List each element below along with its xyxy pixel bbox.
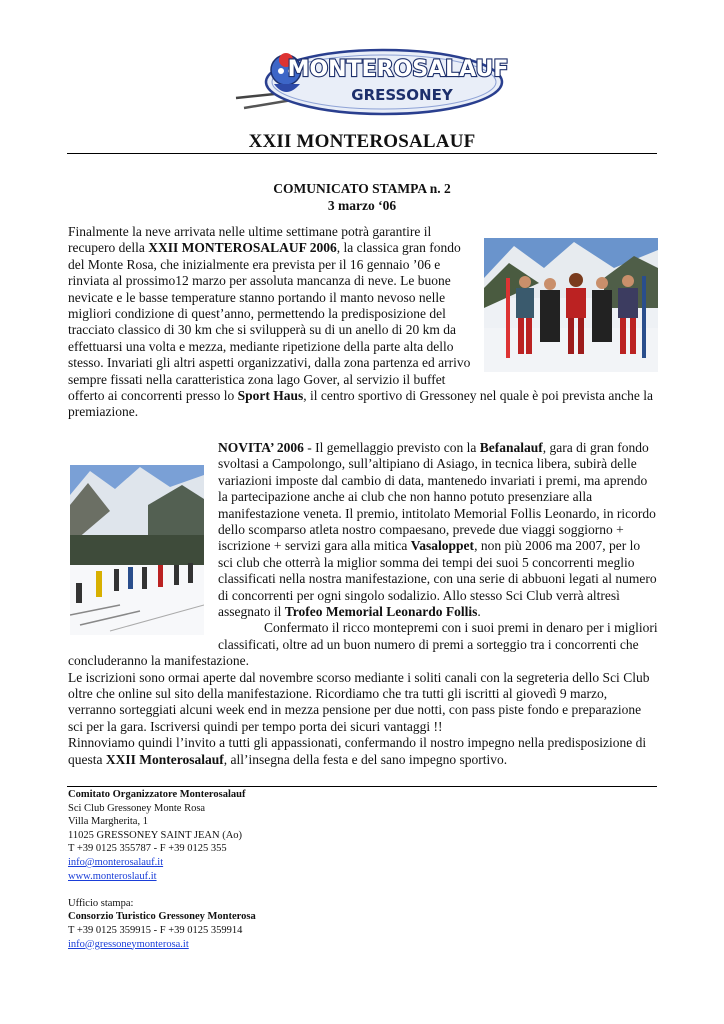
monterosalauf-logo [234, 40, 510, 118]
press-office-label: Ufficio stampa: [68, 897, 134, 909]
paragraph-1: Finalmente la neve arrivata nelle ultime settimane potrà garantire il recupero della XXII MONTEROSALAUF 2006, la classica gran fondo del Monte Rosa, che inizialmente era prevista per il 16 gennaio ’06 e rinviata al prossimo12 marzo per assoluta mancanza di neve. Le buone nevicate e le basse temperature stanno portando il manto nevoso nelle migliori condizione di quest’anno, permettendo la predisposizione del tracciato classico di 30 km che si svilupperà su di un anello di 20 km da effettuarsi una volta e mezza, mediante ripetizione della parte alta dello stesso. Invariati gli altri aspetti organizzativi, dalla zona partenza ed arrivo sempre fissati nella caratteristica zona lago Gover, al servizio il buffet offerto ai concorrenti presso lo Sport Haus, il centro sportivo di Gressoney nel quale è poi prevista anche la premiazione. [68, 224, 654, 420]
organizer-title: Comitato Organizzatore Monterosalauf [68, 789, 246, 800]
organizer-website-link[interactable]: www.monteroslauf.it [68, 870, 157, 882]
paragraph-4: Le iscrizioni sono ormai aperte dal novembre scorso mediante i soliti canali con la segreteria dello Sci Club oltre che online sul sito della manifestazione. Ricordiamo che tra tutti gli iscritti al giovedì 9 marzo, verranno sorteggiati alcuni week end in mezza pensione per due notti, con pass piste fondo e preparazione sci per la gara. Iscriversi quindi per tempo porta dei sicuri vantaggi !! [68, 669, 650, 734]
costume-skiers-photo [484, 238, 658, 372]
paragraph-3: Confermato il ricco montepremi con i suoi premi in denaro per i migliori classificati, oltre ad un buon numero di premi a sorteggio tra i concorrenti che concluderanno la manifestazione. [68, 620, 658, 669]
article-body [68, 224, 658, 768]
footer-rule [67, 786, 657, 787]
paragraph-2: NOVITA’ 2006 - Il gemellaggio previsto con la Befanalauf, gara di gran fondo svoltasi a Campolongo, sull’altipiano di Asiago, in tecnica libera, subirà delle variazioni imposte dal cambio di data, mantenedo invariati i premi, ma aprendo la partecipazione anche ai club che non hanno potuto presenziare alla manifestazione veneta. Il premio, intitolato Memorial Follis Leonardo, in ricordo dello scomparso atleta nostro compaesano, prevede due viaggi soggiorno + iscrizione + servizi gara alla mitica Vasaloppet, non più 2006 ma 2007, per lo sci club che otterrà la miglior somma dei tempi dei suoi 5 concorrenti meglio classificati nella nostra manifestazione, con una serie di abbuoni legati al numero di concorrenti per ogni singolo sodalizio. Allo stesso Sci Club verrà altresì assegnato il Trofeo Memorial Leonardo Follis. [218, 439, 657, 619]
paragraph-5: Rinnoviamo quindi l’invito a tutti gli appassionati, confermando il nostro impegno nella predisposizione di questa XXII Monterosalauf, all’insegna della festa e del sano impegno sportivo. [68, 735, 647, 767]
press-office-title: Consorzio Turistico Gressoney Monterosa [68, 911, 256, 923]
logo-bottom-text: GRESSONEY [351, 86, 453, 104]
press-office-phone: T +39 0125 359915 - F +39 0125 359914 [68, 924, 243, 936]
organizer-line: T +39 0125 355787 - F +39 0125 355 [68, 843, 227, 855]
cross-country-skiers-photo [70, 465, 204, 635]
organizer-line: 11025 GRESSONEY SAINT JEAN (Ao) [68, 829, 243, 841]
organizer-line: Villa Margherita, 1 [68, 816, 148, 828]
press-release-date: 3 marzo ‘06 [327, 198, 397, 213]
press-release-header [0, 180, 724, 214]
press-office-email-link[interactable]: info@gressoneymonterosa.it [68, 938, 189, 950]
title-rule [67, 153, 657, 154]
organizer-line: Sci Club Gressoney Monte Rosa [68, 802, 206, 814]
logo-top-text: MONTEROSALAUF [287, 57, 509, 82]
press-release-number: COMUNICATO STAMPA n. 2 [273, 181, 451, 196]
organizer-email-link[interactable]: info@monterosalauf.it [68, 856, 164, 868]
document-title: XXII MONTEROSALAUF [248, 131, 476, 152]
footer-contacts [68, 788, 256, 951]
